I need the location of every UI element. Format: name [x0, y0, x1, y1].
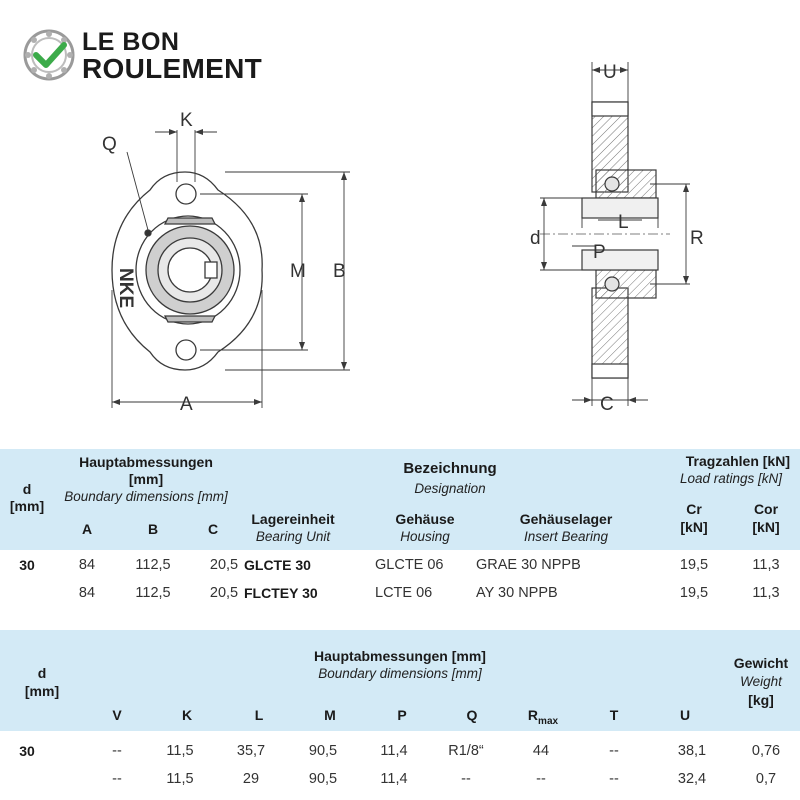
t1-col-c: C [207, 521, 219, 537]
t1-dims-unit: [mm] [128, 471, 164, 487]
t1-col-insert-sub: Insert Bearing [523, 529, 609, 544]
t1-col-insert-title: Gehäuselager [519, 511, 613, 527]
front-view-drawing [0, 90, 420, 430]
t1-designation-sub: Designation [414, 481, 486, 496]
t2-weight-sub: Weight [740, 674, 782, 689]
t1-r1-housing: GLCTE 06 [375, 557, 444, 573]
label-r: R [690, 228, 704, 249]
label-p: P [593, 242, 606, 263]
t2-weight-title: Gewicht [733, 655, 789, 671]
t1-r1-insert: GRAE 30 NPPB [476, 557, 581, 573]
t1-r1-d: 30 [19, 557, 35, 573]
t2-d-label: d [37, 665, 47, 681]
t2-r2-m: 90,5 [308, 771, 338, 787]
label-a: A [180, 394, 193, 415]
t2-r1-r: 44 [532, 743, 550, 759]
t2-col-k: K [181, 707, 193, 723]
seal-top [165, 218, 215, 224]
t1-r2-a: 84 [78, 585, 96, 601]
t1-r2-c: 20,5 [209, 585, 239, 601]
seal-bottom [165, 316, 215, 322]
t2-col-v: V [112, 707, 122, 723]
label-d: d [530, 228, 541, 249]
logo-line2: ROULEMENT [82, 53, 263, 84]
t2-col-l: L [254, 707, 264, 723]
set-screw [205, 262, 217, 278]
t2-weight-unit: [kg] [748, 692, 774, 708]
t1-r2-cor: 11,3 [752, 585, 780, 601]
t1-col-cor-unit: [kN] [752, 519, 780, 535]
t1-col-a: A [81, 521, 93, 537]
label-l: L [618, 212, 629, 233]
t1-col-housing-title: Gehäuse [395, 511, 455, 527]
t1-r1-b: 112,5 [135, 557, 171, 573]
t1-d-label: d [22, 481, 32, 497]
t2-d-unit: [mm] [24, 683, 60, 699]
t2-r1-q: R1/8“ [448, 743, 484, 759]
label-b: B [333, 261, 346, 282]
t2-r2-t: -- [609, 771, 619, 787]
t2-r1-l: 35,7 [236, 743, 266, 759]
bearing-check-icon [22, 28, 76, 82]
t2-r1-u: 38,1 [677, 743, 707, 759]
t2-col-r-sub: max [538, 715, 559, 727]
logo-line1: LE BON [82, 28, 180, 56]
t2-r2-u: 32,4 [677, 771, 707, 787]
t2-col-r-main: R [527, 707, 539, 723]
t1-r1-c: 20,5 [209, 557, 239, 573]
t1-r1-unit: GLCTE 30 [244, 557, 311, 573]
t2-r1-weight: 0,76 [751, 743, 781, 759]
t2-r1-k: 11,5 [166, 743, 194, 759]
label-q: Q [102, 134, 117, 155]
t2-col-m: M [324, 707, 336, 723]
label-k: K [180, 110, 193, 131]
t2-r2-k: 11,5 [166, 771, 194, 787]
t1-designation-title: Bezeichnung [403, 460, 497, 477]
label-m: M [290, 261, 306, 282]
t1-r1-a: 84 [78, 557, 96, 573]
t1-r2-unit: FLCTEY 30 [244, 585, 318, 601]
t2-r2-q: -- [461, 771, 471, 787]
side-view-drawing [500, 50, 800, 430]
t1-ratings-sub: Load ratings [kN] [679, 471, 782, 486]
t1-col-cor: Cor [753, 501, 779, 517]
t2-r1-m: 90,5 [308, 743, 338, 759]
bolt-hole-bottom [176, 340, 196, 360]
brand-logo [22, 26, 302, 86]
housing-mark: NKE [115, 268, 136, 309]
t2-r1-d: 30 [19, 743, 35, 759]
t2-r2-l: 29 [242, 771, 260, 787]
t1-dims-sub: Boundary dimensions [mm] [64, 489, 228, 504]
t2-dims-title: Hauptabmessungen [mm] [314, 648, 486, 664]
label-c: C [600, 394, 614, 415]
t1-r2-b: 112,5 [135, 585, 171, 601]
t1-r1-cr: 19,5 [679, 557, 709, 573]
bolt-hole-top [176, 184, 196, 204]
t1-d-unit: [mm] [9, 498, 45, 514]
label-u: U [603, 62, 617, 83]
t2-col-t: T [609, 707, 619, 723]
t1-col-unit-sub: Bearing Unit [255, 529, 331, 544]
t2-r1-t: -- [609, 743, 619, 759]
t2-r2-weight: 0,7 [755, 771, 777, 787]
t1-r2-cr: 19,5 [679, 585, 709, 601]
t2-dims-sub: Boundary dimensions [mm] [318, 666, 482, 681]
t1-dims-title: Hauptabmessungen [79, 454, 213, 470]
t2-col-u: U [679, 707, 691, 723]
t1-col-housing-sub: Housing [400, 529, 450, 544]
t2-col-p: P [397, 707, 407, 723]
t2-col-q: Q [466, 707, 478, 723]
t1-r2-housing: LCTE 06 [375, 585, 433, 601]
grease-nipple [145, 230, 151, 236]
t1-col-b: B [147, 521, 159, 537]
t2-r1-v: -- [112, 743, 122, 759]
t1-col-cr-unit: [kN] [680, 519, 708, 535]
t2-r2-v: -- [112, 771, 122, 787]
t1-r1-cor: 11,3 [752, 557, 780, 573]
t2-col-r [528, 707, 558, 730]
t1-ratings-title: Tragzahlen [kN] [685, 453, 790, 469]
t1-col-unit-title: Lagereinheit [251, 511, 335, 527]
t1-r2-insert: AY 30 NPPB [476, 585, 558, 601]
t2-r2-p: 11,4 [380, 771, 408, 787]
t1-col-cr: Cr [686, 501, 702, 517]
t2-r2-r: -- [536, 771, 546, 787]
t2-r1-p: 11,4 [380, 743, 408, 759]
